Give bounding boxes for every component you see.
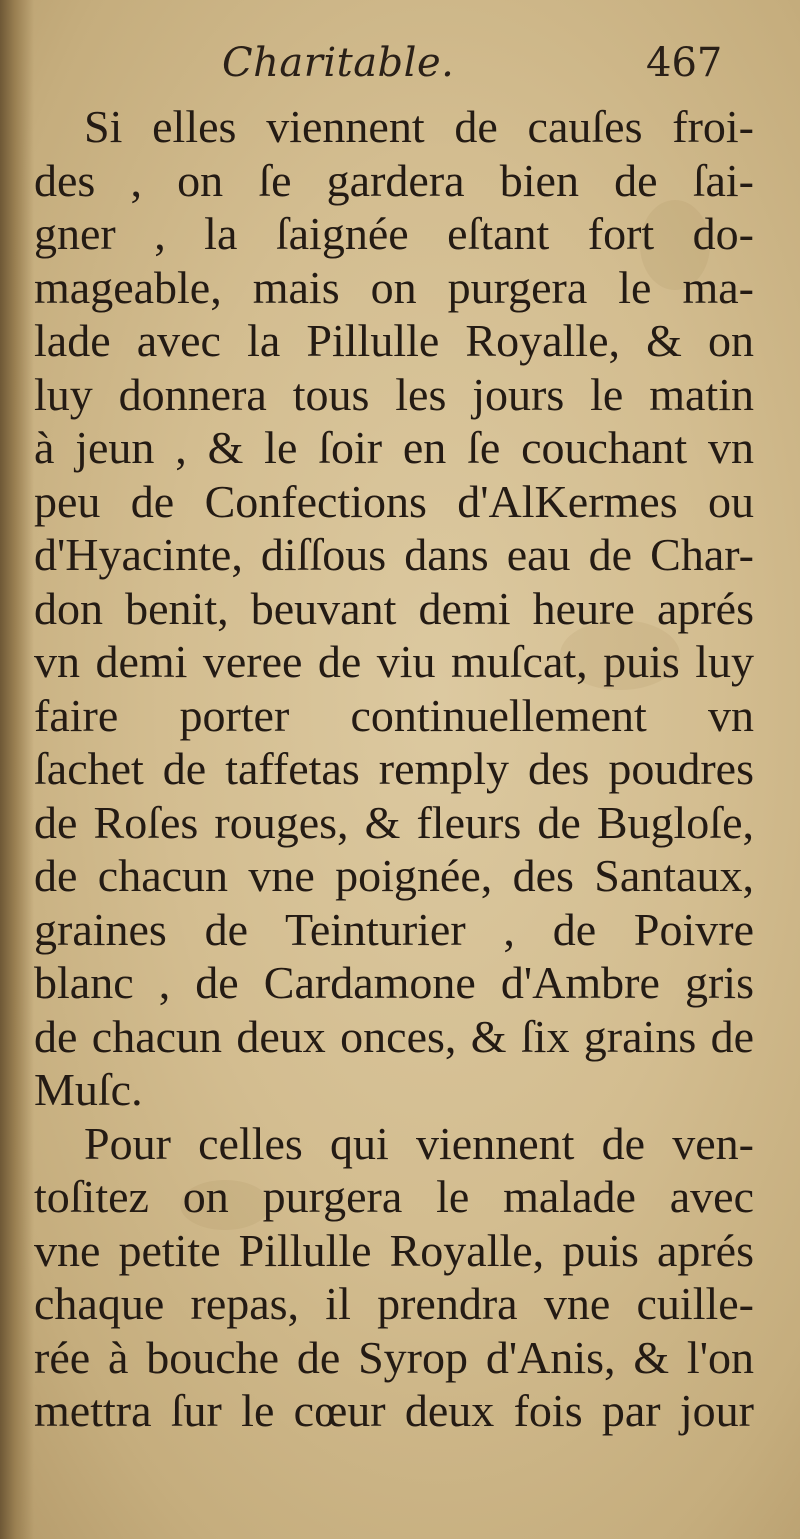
page-number: 467 — [646, 40, 723, 86]
text-line: blanc , de Cardamone d'Ambre gris — [34, 957, 754, 1008]
text-line: Muſc. — [34, 1064, 143, 1115]
text-line: luy donnera tous les jours le matin — [34, 368, 754, 420]
text-line: de chacun vne poignée, des Santaux, — [34, 850, 754, 901]
running-title: Charitable. — [222, 40, 455, 86]
text-line: faire porter continuellement vn — [34, 689, 754, 741]
text-line: mettra ſur le cœur deux fois par jour — [34, 1385, 754, 1436]
text-line: mageable, mais on purgera le ma- — [34, 261, 754, 313]
text-line: rée à bouche de Syrop d'Anis, & l'on — [34, 1331, 754, 1383]
text-line: des , on ſe gardera bien de ſai- — [34, 154, 754, 206]
text-line: vne petite Pillulle Royalle, puis aprés — [34, 1224, 754, 1276]
text-line: ſachet de taffetas remply des poudres — [34, 743, 754, 794]
text-line: graines de Teinturier , de Poivre — [34, 903, 754, 955]
page-gutter-shadow — [0, 0, 34, 1539]
text-line: Si elles viennent de cauſes froi- — [84, 101, 754, 152]
text-line: de Roſes rouges, & fleurs de Bugloſe, — [34, 796, 754, 848]
text-line: lade avec la Pillulle Royalle, & on — [34, 315, 754, 366]
text-line: de chacun deux onces, & ſix grains de — [34, 1010, 754, 1062]
body-text — [34, 100, 754, 1438]
text-line: chaque repas, il prendra vne cuille- — [34, 1278, 754, 1329]
page-header — [0, 40, 800, 100]
text-line: Pour celles qui viennent de ven- — [84, 1117, 754, 1169]
text-line: peu de Confections d'AlKermes ou — [34, 475, 754, 527]
text-line: à jeun , & le ſoir en ſe couchant vn — [34, 422, 754, 473]
text-line: gner , la ſaignée eſtant fort do- — [34, 208, 754, 259]
text-line: vn demi veree de viu muſcat, puis luy — [34, 636, 754, 687]
text-line: don benit, beuvant demi heure aprés — [34, 582, 754, 634]
text-line: d'Hyacinte, diſſous dans eau de Char- — [34, 529, 754, 580]
text-line: toſitez on purgera le malade avec — [34, 1171, 754, 1222]
